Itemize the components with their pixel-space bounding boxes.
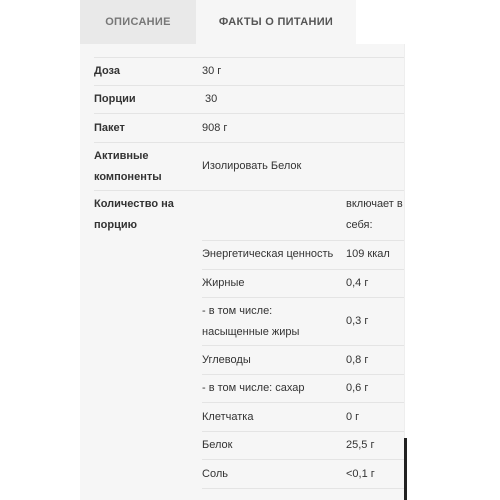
row-divider <box>94 113 404 114</box>
nutrient-name: - в том числе: сахар <box>202 382 305 394</box>
table-row-package <box>94 118 404 139</box>
table-row-servings <box>94 89 404 110</box>
nutrient-value: 25,5 г <box>346 439 375 451</box>
nutrient-value: 109 ккал <box>346 248 390 260</box>
tab-description[interactable]: ОПИСАНИЕ <box>80 0 196 44</box>
row-divider <box>202 345 404 346</box>
nutrient-name: Соль <box>202 468 228 480</box>
tab-nutrition-facts[interactable]: ФАКТЫ О ПИТАНИИ <box>196 0 356 44</box>
table-row-fiber <box>94 407 404 428</box>
table-row-saturated-fat <box>94 301 404 343</box>
row-divider <box>202 269 404 270</box>
table-row-carbs <box>94 350 404 371</box>
row-value: 30 г <box>202 65 222 77</box>
nutrient-name: Клетчатка <box>202 411 254 423</box>
table-row-per-serving <box>94 194 404 236</box>
row-value: Изолировать Белок <box>202 160 302 172</box>
row-label: Количество на порцию <box>94 198 174 231</box>
row-divider <box>202 431 404 432</box>
table-row-dose <box>94 61 404 82</box>
nutrient-value: 0,4 г <box>346 277 369 289</box>
nutrient-value: 0,3 г <box>346 315 369 327</box>
row-divider <box>94 142 404 143</box>
row-label: Пакет <box>94 122 125 134</box>
table-row-energy <box>94 244 404 265</box>
table-row-protein <box>94 435 404 456</box>
row-divider <box>202 459 404 460</box>
tab-bar <box>80 0 356 44</box>
nutrient-value: 0,6 г <box>346 382 369 394</box>
table-row-salt <box>94 464 404 485</box>
row-divider <box>94 190 404 191</box>
table-row-fat <box>94 273 404 294</box>
row-divider <box>94 57 404 58</box>
nutrient-value: 0,8 г <box>346 354 369 366</box>
nutrient-name: Углеводы <box>202 354 251 366</box>
nutrient-name: Белок <box>202 439 233 451</box>
row-value: 30 <box>202 93 218 105</box>
row-value: 908 г <box>202 122 228 134</box>
row-divider <box>94 85 404 86</box>
table-row-sugar <box>94 378 404 399</box>
nutrient-name: Жирные <box>202 277 245 289</box>
row-divider <box>202 297 404 298</box>
nutrient-name: - в том числе: насыщенные жиры <box>202 305 300 338</box>
row-label: Порции <box>94 93 136 105</box>
row-value: включает в себя: <box>346 198 403 231</box>
row-label: Активные компоненты <box>94 150 162 183</box>
nutrient-value: 0 г <box>346 411 360 423</box>
row-divider <box>202 488 404 489</box>
scroll-edge-mark <box>404 438 407 500</box>
nutrient-value: <0,1 г <box>346 468 375 480</box>
row-divider <box>202 402 404 403</box>
panel-border <box>404 44 405 500</box>
row-label: Доза <box>94 65 120 77</box>
table-row-active <box>94 146 404 188</box>
nutrient-name: Энергетическая ценность <box>202 248 334 260</box>
row-divider <box>202 374 404 375</box>
row-divider <box>202 240 404 241</box>
